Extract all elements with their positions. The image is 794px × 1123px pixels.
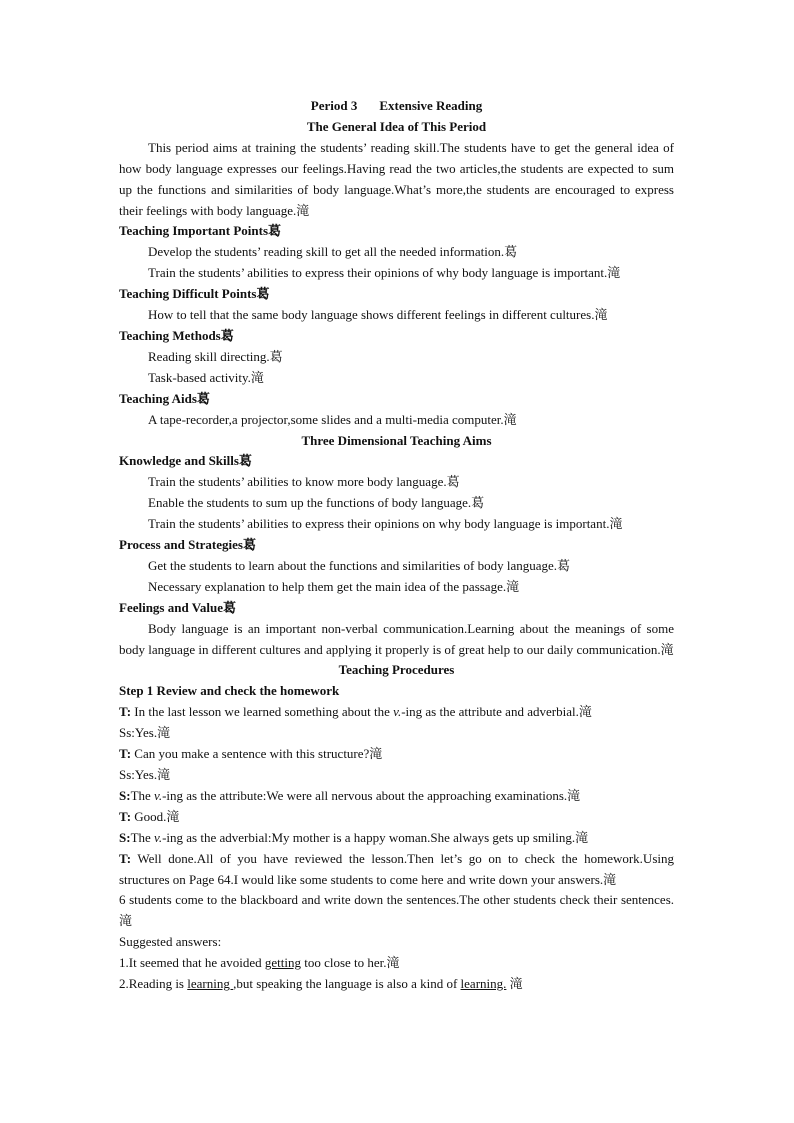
dialogue-line: T: In the last lesson we learned something about the v.-ing as the attribute and adverbial.滝	[119, 704, 592, 720]
period-title	[119, 96, 674, 117]
knowledge-heading: Knowledge and Skills葛	[119, 453, 252, 469]
underlined-answer: learning	[187, 976, 234, 992]
feelings-heading: Feelings and Value葛	[119, 599, 237, 615]
speaker-label: T:	[119, 850, 132, 866]
speaker-label: T:	[119, 704, 132, 720]
speaker-label: S:	[119, 829, 131, 845]
important-point-item: Develop the students’ reading skill to get all the needed information.葛	[148, 244, 518, 260]
knowledge-item: Train the students’ abilities to know more body language.葛	[148, 474, 460, 490]
document-page	[119, 96, 674, 995]
general-idea-paragraph: This period aims at training the students’ reading skill.The students have to get the general idea of how body language expresses our feelings.Having read the two articles,the students are expected to sum up the functions and similarities of body language.What’s more,the students are encouraged to express their feelings with body language.滝	[119, 139, 674, 218]
dialogue-line: T: Good.滝	[119, 808, 180, 824]
difficult-point-item: How to tell that the same body language shows different feelings in different cultures.滝	[148, 307, 608, 323]
important-point-item: Train the students’ abilities to express their opinions of why body language is important.滝	[148, 265, 621, 281]
dialogue-line: T: Can you make a sentence with this structure?滝	[119, 746, 383, 762]
suggested-answers-label: Suggested answers:	[119, 934, 222, 950]
methods-heading: Teaching Methods葛	[119, 327, 234, 343]
step1-heading: Step 1 Review and check the homework	[119, 683, 340, 699]
dialogue-line: Ss:Yes.滝	[119, 767, 171, 782]
knowledge-item: Enable the students to sum up the functions of body language.葛	[148, 495, 485, 511]
process-heading: Process and Strategies葛	[119, 537, 256, 553]
activity-note: 6 students come to the blackboard and write down the sentences.The other students check their sentences.滝	[119, 892, 674, 929]
general-idea-heading: The General Idea of This Period	[306, 118, 487, 134]
speaker-label: T:	[119, 808, 132, 824]
dialogue-line: S:The v.-ing as the adverbial:My mother is a happy woman.She always gets up smiling.滝	[119, 829, 589, 845]
period-number: Period 3	[310, 98, 358, 113]
procedures-heading: Teaching Procedures	[338, 662, 455, 678]
process-item: Necessary explanation to help them get the main idea of the passage.滝	[148, 578, 520, 594]
knowledge-item: Train the students’ abilities to express their opinions on why body language is important.滝	[148, 516, 623, 532]
underlined-answer: getting	[264, 955, 301, 971]
answer-line: 2.Reading is learning ,but speaking the language is also a kind of learning. 滝	[119, 976, 523, 992]
important-points-heading: Teaching Important Points葛	[119, 223, 282, 239]
period-topic: Extensive Reading	[379, 98, 483, 113]
feelings-paragraph: Body language is an important non-verbal communication.Learning about the meanings of some body language in different cultures and applying it properly is of great help to our daily communication.滝	[119, 620, 674, 657]
dialogue-line: S:The v.-ing as the attribute:We were all nervous about the approaching examinations.滝	[119, 787, 581, 803]
speaker-label: S:	[119, 787, 131, 803]
process-item: Get the students to learn about the functions and similarities of body language.葛	[148, 557, 571, 573]
speaker-label: T:	[119, 746, 132, 762]
dialogue-line: Ss:Yes.滝	[119, 725, 171, 741]
method-item: Reading skill directing.葛	[148, 348, 283, 364]
method-item: Task-based activity.滝	[148, 369, 264, 385]
answer-line: 1.It seemed that he avoided getting too close to her.滝	[119, 955, 400, 971]
underlined-answer: learning.	[460, 976, 507, 992]
difficult-points-heading: Teaching Difficult Points葛	[119, 286, 270, 302]
aids-heading: Teaching Aids葛	[119, 390, 210, 406]
aims-heading: Three Dimensional Teaching Aims	[301, 432, 492, 448]
aid-item: A tape-recorder,a projector,some slides and a multi-media computer.滝	[148, 411, 517, 427]
dialogue-line: T: Well done.All of you have reviewed the lesson.Then let’s go on to check the homework.Using structures on Page 64.I would like some students to come here and write down your answers.滝	[119, 850, 674, 887]
